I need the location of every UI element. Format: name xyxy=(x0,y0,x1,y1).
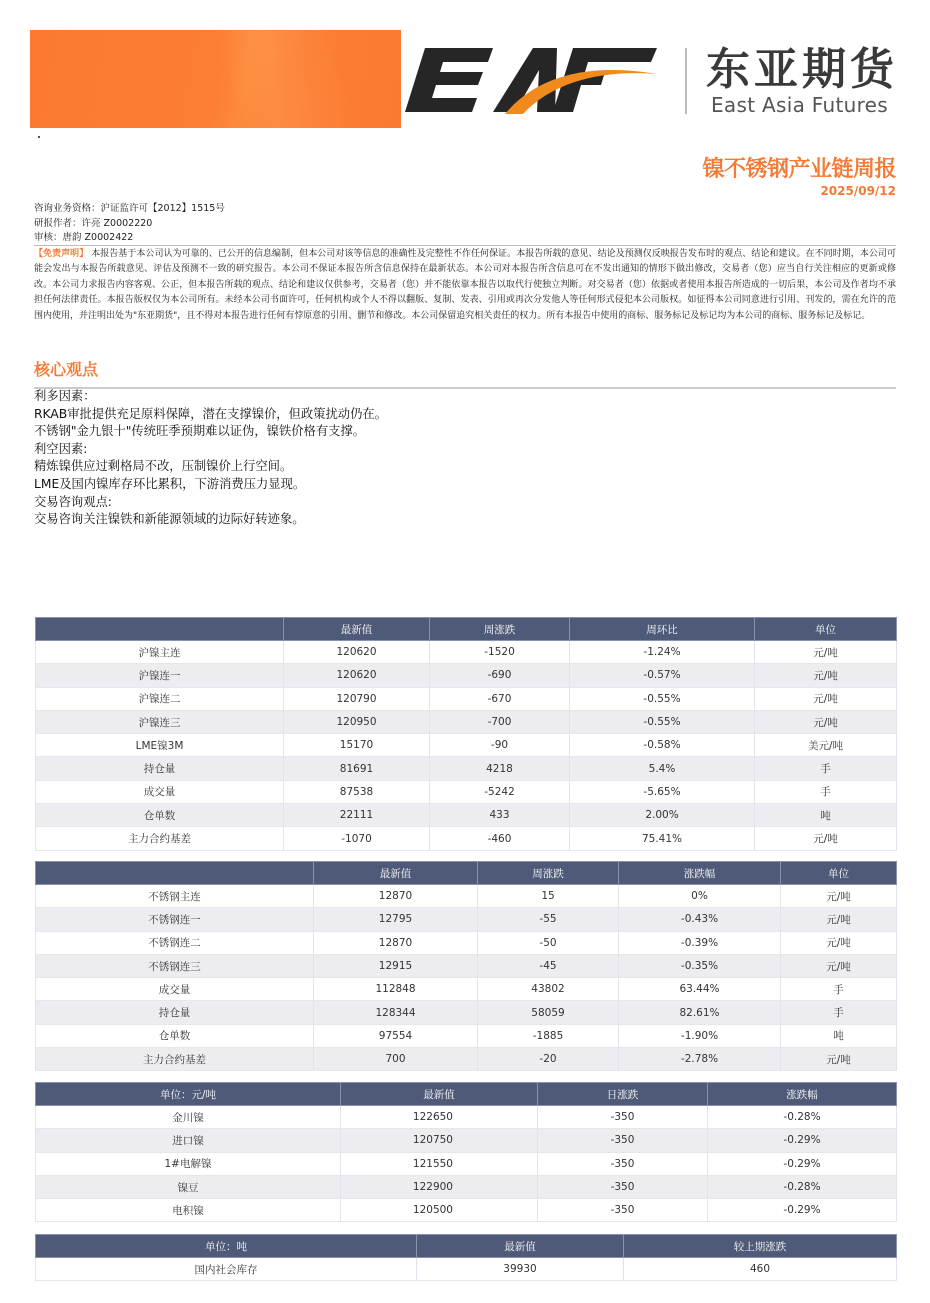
row-label: 电积镍 xyxy=(36,1199,341,1222)
disclaimer-tag: 【免责声明】 xyxy=(34,249,89,259)
table-cell: 元/吨 xyxy=(781,885,897,908)
table-cell: -0.39% xyxy=(619,931,781,954)
table-row xyxy=(36,664,897,687)
column-header xyxy=(36,618,284,641)
table-cell: -0.58% xyxy=(570,734,755,757)
core-line: 利空因素: xyxy=(34,441,88,456)
table-row xyxy=(36,1001,897,1024)
column-header: 周环比 xyxy=(570,618,755,641)
table-cell: 43802 xyxy=(478,978,619,1001)
core-line: 交易咨询观点: xyxy=(34,494,112,509)
row-label: 仓单数 xyxy=(36,1024,314,1047)
report-date: 2025/09/12 xyxy=(820,184,896,198)
table-cell: 12870 xyxy=(314,885,478,908)
table-cell: -1885 xyxy=(478,1024,619,1047)
table-cell: -350 xyxy=(538,1199,708,1222)
table-cell: 75.41% xyxy=(570,827,755,850)
table-row xyxy=(36,978,897,1001)
table-cell: -0.29% xyxy=(708,1129,897,1152)
table-cell: -700 xyxy=(430,710,570,733)
table-row xyxy=(36,908,897,931)
table-cell: 元/吨 xyxy=(755,687,897,710)
table-cell: -45 xyxy=(478,954,619,977)
table-row xyxy=(36,1175,897,1198)
table-cell: 元/吨 xyxy=(781,954,897,977)
table-cell: 15170 xyxy=(284,734,430,757)
table-cell: -55 xyxy=(478,908,619,931)
author-line: 研报作者：许亮 Z0002220 xyxy=(34,217,153,229)
logo-divider xyxy=(685,48,687,114)
table-row xyxy=(36,1106,897,1129)
table-cell: 87538 xyxy=(284,780,430,803)
row-label: LME镍3M xyxy=(36,734,284,757)
table-cell: -0.28% xyxy=(708,1175,897,1198)
brand-name-en: East Asia Futures xyxy=(711,93,888,117)
reviewer-line: 审核：唐韵 Z0002422 xyxy=(34,232,134,243)
column-header: 涨跌幅 xyxy=(619,862,781,885)
row-label: 持仓量 xyxy=(36,757,284,780)
table-row xyxy=(36,1152,897,1175)
table-header-row xyxy=(36,618,897,641)
table-row xyxy=(36,1199,897,1222)
table-row xyxy=(36,1048,897,1071)
table-cell: -0.29% xyxy=(708,1199,897,1222)
table-cell: 128344 xyxy=(314,1001,478,1024)
row-label: 成交量 xyxy=(36,978,314,1001)
core-line: LME及国内镍库存环比累积，下游消费压力显现。 xyxy=(34,476,306,491)
column-header: 周涨跌 xyxy=(430,618,570,641)
table-cell: -5.65% xyxy=(570,780,755,803)
nickel-futures-table xyxy=(35,617,897,851)
table-cell: 手 xyxy=(755,757,897,780)
table-cell: 97554 xyxy=(314,1024,478,1047)
table-cell: 0% xyxy=(619,885,781,908)
column-header: 单位：吨 xyxy=(36,1235,417,1258)
column-header: 涨跌幅 xyxy=(708,1083,897,1106)
report-title: 镍不锈钢产业链周报 xyxy=(702,157,896,182)
table-row xyxy=(36,641,897,664)
row-label: 不锈钢连二 xyxy=(36,931,314,954)
row-label: 沪镍主连 xyxy=(36,641,284,664)
table-cell: -350 xyxy=(538,1129,708,1152)
table-cell: 39930 xyxy=(417,1258,624,1281)
table-cell: 120750 xyxy=(341,1129,538,1152)
row-label: 仓单数 xyxy=(36,804,284,827)
column-header: 单位：元/吨 xyxy=(36,1083,341,1106)
core-view-body xyxy=(34,388,387,529)
header-dot xyxy=(38,136,40,138)
table-cell: 112848 xyxy=(314,978,478,1001)
eaf-logo-icon xyxy=(405,40,665,120)
table-cell: 元/吨 xyxy=(755,641,897,664)
table-cell: -50 xyxy=(478,931,619,954)
table-cell: -350 xyxy=(538,1106,708,1129)
table-cell: 22111 xyxy=(284,804,430,827)
table-cell: 122900 xyxy=(341,1175,538,1198)
table-header-row xyxy=(36,1083,897,1106)
table-cell: 元/吨 xyxy=(755,710,897,733)
table-cell: 82.61% xyxy=(619,1001,781,1024)
spot-nickel-table xyxy=(35,1082,897,1222)
row-label: 不锈钢主连 xyxy=(36,885,314,908)
table-cell: 美元/吨 xyxy=(755,734,897,757)
table-cell: 15 xyxy=(478,885,619,908)
column-header xyxy=(36,862,314,885)
table-cell: -0.35% xyxy=(619,954,781,977)
header-orange-band xyxy=(30,30,401,128)
table-cell: 2.00% xyxy=(570,804,755,827)
table-cell: -690 xyxy=(430,664,570,687)
table-cell: 元/吨 xyxy=(781,908,897,931)
table-cell: -0.55% xyxy=(570,687,755,710)
table-header-row xyxy=(36,1235,897,1258)
column-header: 最新值 xyxy=(417,1235,624,1258)
core-view-title: 核心观点 xyxy=(34,360,99,379)
stainless-futures-table xyxy=(35,861,897,1071)
table-cell: -1.24% xyxy=(570,641,755,664)
table-cell: 元/吨 xyxy=(755,827,897,850)
table-cell: 63.44% xyxy=(619,978,781,1001)
table-row xyxy=(36,687,897,710)
table-cell: 120790 xyxy=(284,687,430,710)
row-label: 金川镍 xyxy=(36,1106,341,1129)
inventory-table xyxy=(35,1234,897,1281)
column-header: 较上期涨跌 xyxy=(624,1235,897,1258)
table-cell: 手 xyxy=(781,1001,897,1024)
table-cell: 12870 xyxy=(314,931,478,954)
table-cell: 120620 xyxy=(284,664,430,687)
disclaimer-text: 本报告基于本公司认为可靠的、已公开的信息编制，但本公司对该等信息的准确性及完整性不作任何保证。本报告所载的意见、结论及预测仅反映报告发布时的观点、结论和建议。在不同时期，本公司可能会发出与本报告所载意见、评估及预测不一致的研究报告。本公司不保证本报告所含信息保持在最新状态。本公司对本报告所含信息可在不发出通知的情形下做出修改，交易者（您）应当自行关注相应的更新或修改。本公司力求报告内容客观、公正，但本报告所载的观点、结论和建议仅供参考，交易者（您）并不能依靠本报告以取代行使独立判断。对交易者（您）依据或者使用本报告所造成的一切后果，本公司及作者均不承担任何法律责任。本报告版权仅为本公司所有。未经本公司书面许可，任何机构或个人不得以翻版、复制、发表、引用或再次分发他人等任何形式侵犯本公司版权。如征得本公司同意进行引用、刊发的，需在允许的范围内使用，并注明出处为"东亚期货"，且不得对本报告进行任何有悖原意的引用、删节和修改。本公司保留追究相关责任的权力。所有本报告中使用的商标、服务标记及标记均为本公司的商标、服务标记及标记。 xyxy=(34,249,896,321)
row-label: 国内社会库存 xyxy=(36,1258,417,1281)
table-row xyxy=(36,954,897,977)
table-cell: -350 xyxy=(538,1152,708,1175)
table-cell: 700 xyxy=(314,1048,478,1071)
core-line: 精炼镍供应过剩格局不改，压制镍价上行空间。 xyxy=(34,459,293,474)
table-cell: 手 xyxy=(755,780,897,803)
table-cell: -0.29% xyxy=(708,1152,897,1175)
table-cell: 5.4% xyxy=(570,757,755,780)
row-label: 镍豆 xyxy=(36,1175,341,1198)
row-label: 1#电解镍 xyxy=(36,1152,341,1175)
table-row xyxy=(36,757,897,780)
table-cell: -1520 xyxy=(430,641,570,664)
row-label: 沪镍连二 xyxy=(36,687,284,710)
table-cell: -2.78% xyxy=(619,1048,781,1071)
table-cell: 吨 xyxy=(781,1024,897,1047)
license-line: 咨询业务资格：沪证监许可【2012】1515号 xyxy=(34,203,225,214)
table-row xyxy=(36,1024,897,1047)
table-cell: 手 xyxy=(781,978,897,1001)
table-cell: 433 xyxy=(430,804,570,827)
core-line: 不锈钢"金九银十"传统旺季预期难以证伪，镍铁价格有支撑。 xyxy=(34,424,366,439)
brand-name-cn: 东亚期货 xyxy=(706,44,898,95)
row-label: 进口镍 xyxy=(36,1129,341,1152)
row-label: 沪镍连三 xyxy=(36,710,284,733)
table-cell: 58059 xyxy=(478,1001,619,1024)
row-label: 沪镍连一 xyxy=(36,664,284,687)
table-cell: 120950 xyxy=(284,710,430,733)
row-label: 主力合约基差 xyxy=(36,1048,314,1071)
table-cell: -460 xyxy=(430,827,570,850)
table-cell: 元/吨 xyxy=(781,1048,897,1071)
row-label: 不锈钢连一 xyxy=(36,908,314,931)
table-row xyxy=(36,734,897,757)
table-cell: 81691 xyxy=(284,757,430,780)
table-cell: 120620 xyxy=(284,641,430,664)
column-header: 单位 xyxy=(755,618,897,641)
table-row xyxy=(36,931,897,954)
column-header: 周涨跌 xyxy=(478,862,619,885)
table-cell: -0.28% xyxy=(708,1106,897,1129)
table-row xyxy=(36,804,897,827)
table-cell: 4218 xyxy=(430,757,570,780)
table-cell: -1070 xyxy=(284,827,430,850)
report-meta xyxy=(34,202,225,246)
core-line: 利多因素： xyxy=(34,389,96,403)
table-cell: 460 xyxy=(624,1258,897,1281)
row-label: 成交量 xyxy=(36,780,284,803)
table-cell: 吨 xyxy=(755,804,897,827)
table-row xyxy=(36,885,897,908)
table-cell: -670 xyxy=(430,687,570,710)
table-row xyxy=(36,1258,897,1281)
table-cell: -0.43% xyxy=(619,908,781,931)
table-cell: 120500 xyxy=(341,1199,538,1222)
table-cell: 12795 xyxy=(314,908,478,931)
table-cell: -20 xyxy=(478,1048,619,1071)
row-label: 主力合约基差 xyxy=(36,827,284,850)
table-cell: -0.57% xyxy=(570,664,755,687)
core-line: RKAB审批提供充足原料保障，潜在支撑镍价，但政策扰动仍在。 xyxy=(34,406,387,421)
column-header: 最新值 xyxy=(284,618,430,641)
column-header: 最新值 xyxy=(314,862,478,885)
table-cell: -350 xyxy=(538,1175,708,1198)
column-header: 单位 xyxy=(781,862,897,885)
column-header: 日涨跌 xyxy=(538,1083,708,1106)
table-row xyxy=(36,827,897,850)
table-cell: 12915 xyxy=(314,954,478,977)
table-cell: 元/吨 xyxy=(781,931,897,954)
row-label: 不锈钢连三 xyxy=(36,954,314,977)
table-cell: 122650 xyxy=(341,1106,538,1129)
table-row xyxy=(36,1129,897,1152)
table-header-row xyxy=(36,862,897,885)
column-header: 最新值 xyxy=(341,1083,538,1106)
table-cell: -90 xyxy=(430,734,570,757)
table-cell: 元/吨 xyxy=(755,664,897,687)
disclaimer xyxy=(34,245,896,324)
table-row xyxy=(36,780,897,803)
table-row xyxy=(36,710,897,733)
row-label: 持仓量 xyxy=(36,1001,314,1024)
table-cell: -1.90% xyxy=(619,1024,781,1047)
table-cell: -5242 xyxy=(430,780,570,803)
core-line: 交易咨询关注镍铁和新能源领域的边际好转迹象。 xyxy=(34,512,305,527)
table-cell: 121550 xyxy=(341,1152,538,1175)
table-cell: -0.55% xyxy=(570,710,755,733)
